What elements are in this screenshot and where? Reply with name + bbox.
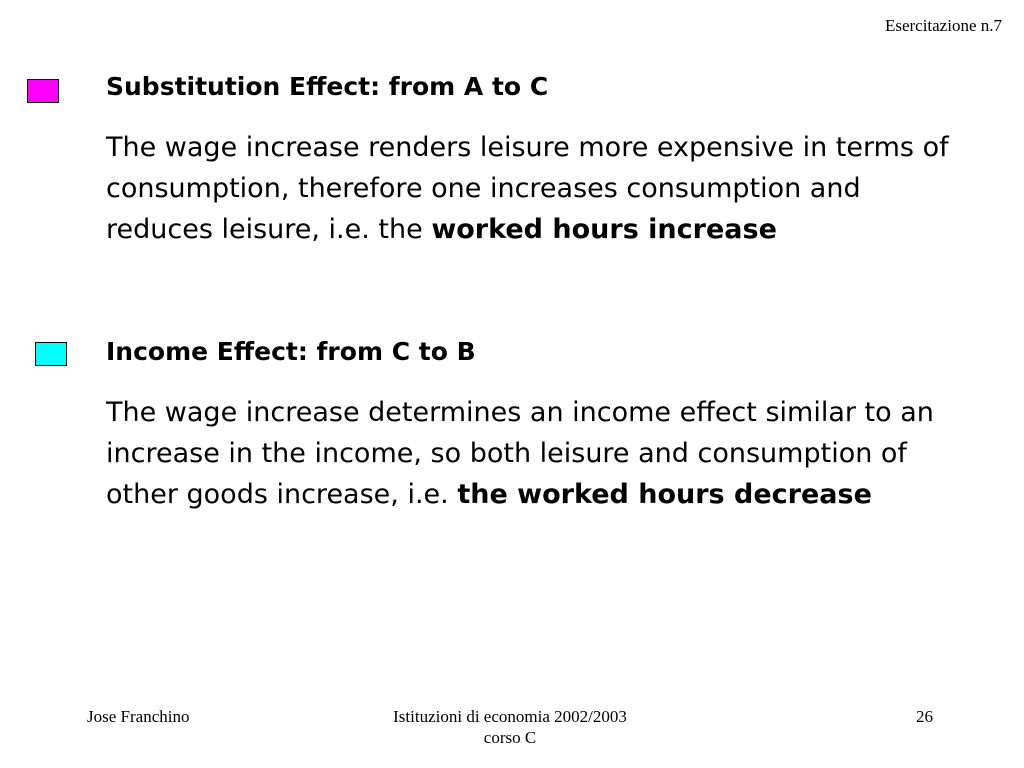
income-effect-text-main: The wage increase determines an income effect similar to an increase in the income, so both leisure and consumption of other goods increase, i.e. — [106, 397, 934, 510]
income-effect-text-emphasis: the worked hours decrease — [457, 479, 872, 510]
substitution-color-marker — [27, 79, 59, 103]
income-effect-text — [106, 392, 966, 515]
footer-page-number: 26 — [916, 707, 933, 726]
footer-course-line1: Istituzioni di economia 2002/2003 — [393, 707, 627, 726]
substitution-effect-text — [106, 127, 966, 250]
income-effect-heading: Income Effect: from C to B — [106, 337, 476, 366]
substitution-effect-text-emphasis: worked hours increase — [431, 214, 777, 245]
slide-section-label: Esercitazione n.7 — [884, 16, 1002, 35]
footer-author: Jose Franchino — [87, 707, 190, 726]
income-color-marker — [35, 342, 67, 366]
substitution-effect-text-main: The wage increase renders leisure more expensive in terms of consumption, therefore one increases consumption and reduces leisure, i.e. the — [106, 132, 949, 245]
footer-course — [340, 706, 680, 748]
substitution-effect-heading: Substitution Effect: from A to C — [106, 72, 549, 101]
footer-course-line2: corso C — [483, 728, 537, 747]
